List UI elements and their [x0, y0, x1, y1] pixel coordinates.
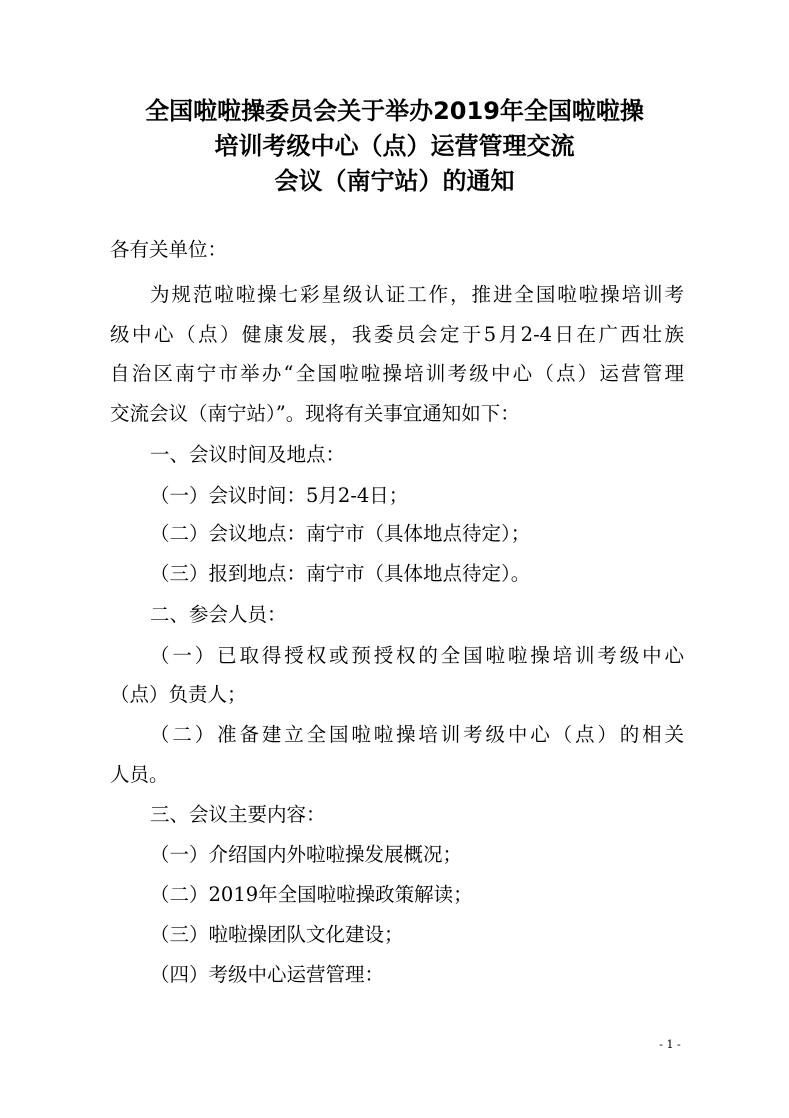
section-2-item-1-line-1: （一）已取得授权或预授权的全国啦啦操培训考级中心	[150, 644, 684, 667]
title-line-1: 全国啦啦操委员会关于举办2019年全国啦啦操	[145, 97, 644, 125]
section-3-item-3: （三）啦啦操团队文化建设；	[150, 923, 404, 946]
section-3-item-4: （四）考级中心运营管理：	[150, 963, 385, 986]
section-1-item-2: （二）会议地点：南宁市（具体地点待定）；	[150, 522, 531, 545]
section-1-item-1: （一）会议时间：5月2-4日；	[150, 484, 409, 507]
title-line-3: 会议（南宁站）的通知	[274, 167, 515, 195]
page-number: - 1 -	[659, 1038, 681, 1051]
section-3-item-1: （一）介绍国内外啦啦操发展概况；	[150, 843, 463, 866]
section-3-item-2: （二）2019年全国啦啦操政策解读；	[150, 883, 473, 906]
title-line-2: 培训考级中心（点）运营管理交流	[214, 132, 575, 160]
section-1-heading: 一、会议时间及地点：	[150, 443, 346, 466]
section-3-heading: 三、会议主要内容：	[150, 803, 326, 826]
intro-line-4: 交流会议（南宁站）”。现将有关事宜通知如下：	[110, 402, 520, 425]
section-2-heading: 二、参会人员：	[150, 603, 287, 626]
salutation: 各有关单位：	[110, 238, 228, 261]
section-2-item-1-line-2: （点）负责人；	[110, 683, 247, 706]
section-2-item-2-line-1: （二）准备建立全国啦啦操培训考级中心（点）的相关	[150, 723, 684, 746]
intro-line-1: 为规范啦啦操七彩星级认证工作，推进全国啦啦操培训考	[150, 283, 684, 306]
intro-line-3: 自治区南宁市举办“全国啦啦操培训考级中心（点）运营管理	[110, 362, 684, 385]
section-2-item-2-line-2: 人员。	[110, 763, 169, 786]
intro-line-2: 级中心（点）健康发展，我委员会定于5月2-4日在广西壮族	[110, 323, 684, 346]
section-1-item-3: （三）报到地点：南宁市（具体地点待定）。	[150, 562, 531, 585]
